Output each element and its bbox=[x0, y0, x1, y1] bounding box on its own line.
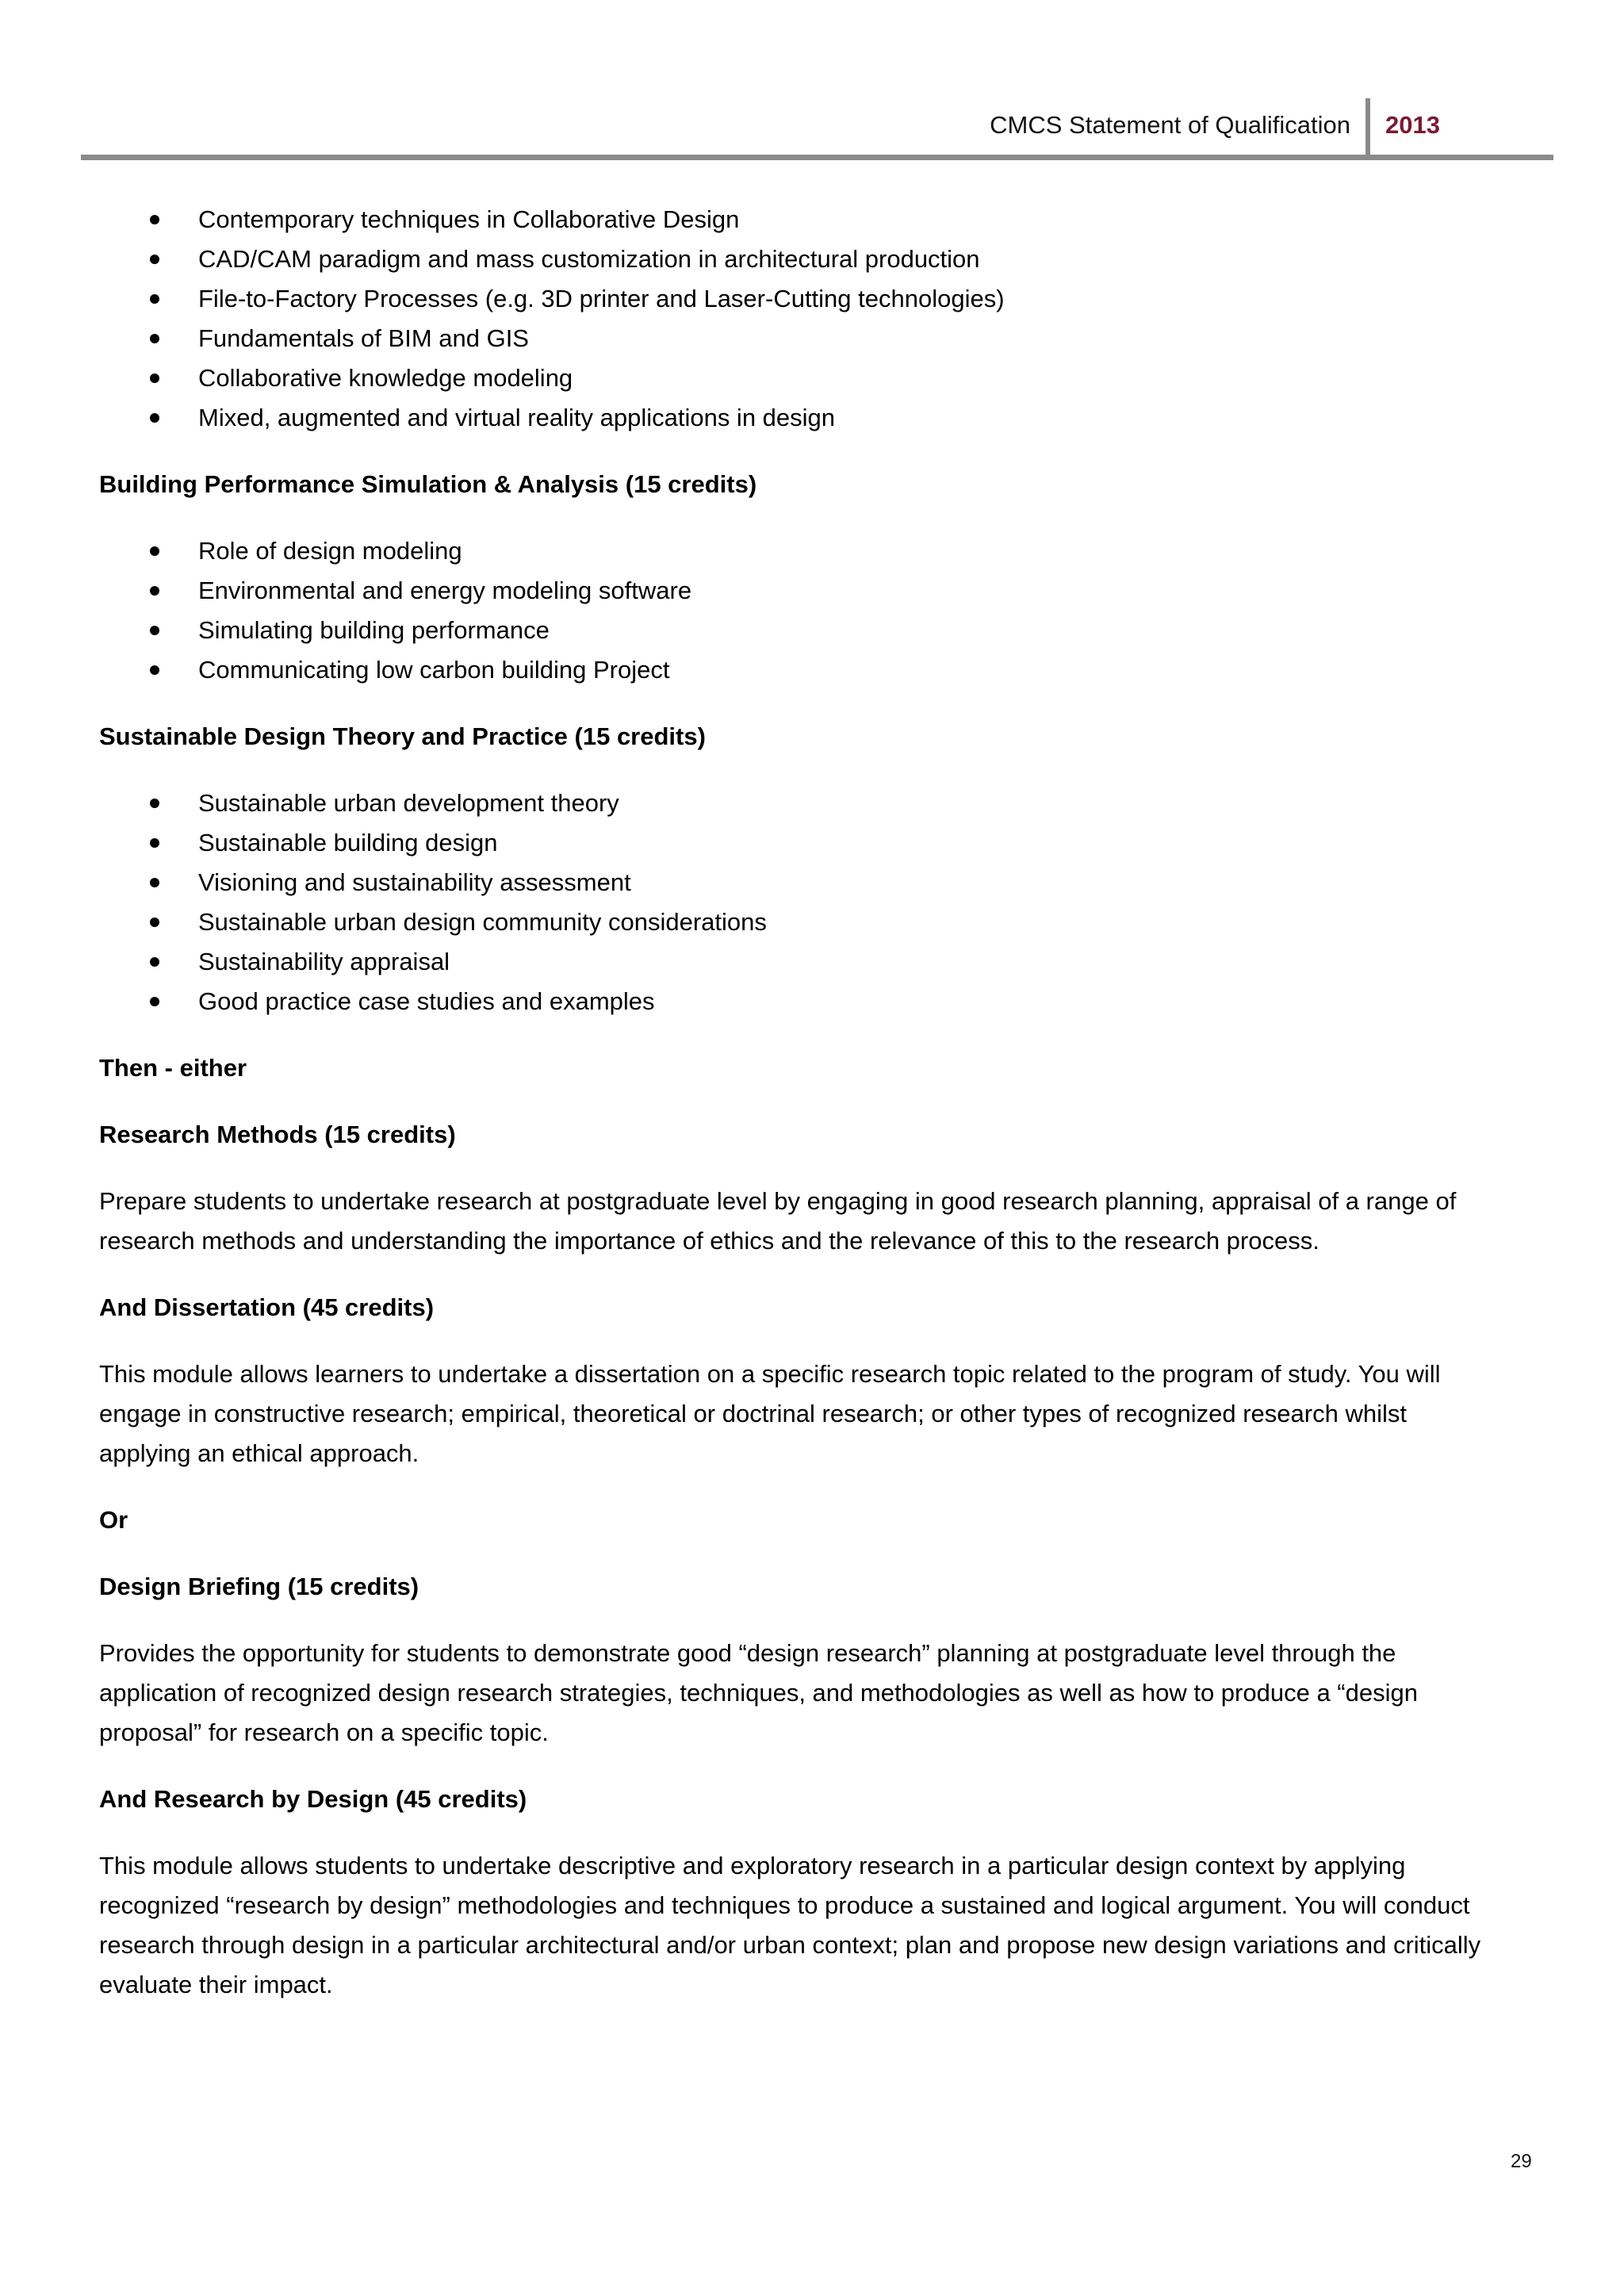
section-heading-bpsa: Building Performance Simulation & Analysis (15 credits) bbox=[99, 470, 757, 498]
list-item bbox=[99, 398, 1550, 438]
list-item-text: Environmental and energy modeling software bbox=[198, 577, 692, 604]
list-item bbox=[99, 823, 1550, 863]
list-item bbox=[99, 200, 1550, 239]
list-item bbox=[99, 982, 1550, 1021]
paragraph-line: This module allows students to undertake descriptive and exploratory research in a particular design context by applying bbox=[99, 1852, 1406, 1879]
list-item bbox=[99, 279, 1550, 319]
paragraph-line: Prepare students to undertake research at postgraduate level by engaging in good research planning, appraisal of a range of bbox=[99, 1187, 1457, 1215]
section-heading-sdtp: Sustainable Design Theory and Practice (15 credits) bbox=[99, 722, 706, 750]
paragraph-line: application of recognized design research strategies, techniques, and methodologies as well as how to produce a “design bbox=[99, 1679, 1418, 1707]
list-item bbox=[99, 942, 1550, 982]
section-heading-dissertation: And Dissertation (45 credits) bbox=[99, 1293, 435, 1321]
list-item bbox=[99, 531, 1550, 571]
paragraph-line: research through design in a particular architectural and/or urban context; plan and propose new design variations and critically bbox=[99, 1931, 1481, 1959]
list-item-text: Visioning and sustainability assessment bbox=[198, 868, 631, 896]
list-item-text: Collaborative knowledge modeling bbox=[198, 364, 573, 392]
bullet-icon bbox=[150, 374, 159, 383]
bullet-icon bbox=[150, 586, 159, 596]
list-item-text: File-to-Factory Processes (e.g. 3D printer and Laser-Cutting technologies) bbox=[198, 285, 1005, 312]
running-header-title: CMCS Statement of Qualification bbox=[990, 111, 1350, 139]
design-briefing-paragraph bbox=[99, 1634, 1550, 1753]
dissertation-paragraph bbox=[99, 1354, 1550, 1473]
paragraph-line: evaluate their impact. bbox=[99, 1971, 333, 1998]
running-header-year: 2013 bbox=[1385, 111, 1440, 139]
bullet-icon bbox=[150, 799, 159, 808]
bullet-icon bbox=[150, 294, 159, 304]
list-item-text: Fundamentals of BIM and GIS bbox=[198, 324, 529, 352]
sdtp-list bbox=[99, 784, 1550, 1021]
paragraph-line: proposal” for research on a specific topic. bbox=[99, 1718, 549, 1746]
list-item bbox=[99, 319, 1550, 358]
paragraph-line: research methods and understanding the importance of ethics and the relevance of this to the research process. bbox=[99, 1227, 1320, 1255]
bullet-icon bbox=[150, 918, 159, 927]
bullet-icon bbox=[150, 215, 159, 224]
paragraph-line: engage in constructive research; empirical, theoretical or doctrinal research; or other types of recognized research whilst bbox=[99, 1400, 1407, 1427]
bullet-icon bbox=[150, 997, 159, 1006]
list-item bbox=[99, 611, 1550, 650]
paragraph-line: This module allows learners to undertake a dissertation on a specific research topic related to the program of study. You will bbox=[99, 1360, 1441, 1388]
list-item-text: Sustainable urban design community considerations bbox=[198, 908, 767, 936]
list-item bbox=[99, 571, 1550, 611]
list-item-text: CAD/CAM paradigm and mass customization in architectural production bbox=[198, 245, 980, 273]
bullet-icon bbox=[150, 957, 159, 967]
list-item-text: Contemporary techniques in Collaborative Design bbox=[198, 205, 740, 233]
list-item-text: Simulating building performance bbox=[198, 616, 550, 644]
paragraph-line: applying an ethical approach. bbox=[99, 1439, 419, 1467]
paragraph-line: recognized “research by design” methodologies and techniques to produce a sustained and logical argument. You will conduct bbox=[99, 1891, 1470, 1919]
list-item-text: Sustainable urban development theory bbox=[198, 789, 619, 817]
list-item bbox=[99, 784, 1550, 823]
bullet-icon bbox=[150, 878, 159, 887]
list-item-text: Mixed, augmented and virtual reality applications in design bbox=[198, 404, 836, 431]
bullet-icon bbox=[150, 546, 159, 556]
header-rule bbox=[81, 155, 1553, 160]
research-methods-paragraph bbox=[99, 1182, 1550, 1261]
bullet-icon bbox=[150, 413, 159, 423]
bullet-icon bbox=[150, 665, 159, 675]
bullet-icon bbox=[150, 838, 159, 848]
or-heading: Or bbox=[99, 1506, 128, 1534]
page-content bbox=[99, 200, 1550, 2005]
research-by-design-paragraph bbox=[99, 1846, 1550, 2005]
list-item-text: Sustainability appraisal bbox=[198, 948, 450, 975]
header-divider bbox=[1365, 98, 1370, 159]
list-item bbox=[99, 650, 1550, 690]
then-either-heading: Then - either bbox=[99, 1054, 247, 1082]
page-number: 29 bbox=[1511, 2151, 1532, 2172]
bullet-icon bbox=[150, 255, 159, 264]
bullet-icon bbox=[150, 626, 159, 635]
list-item-text: Role of design modeling bbox=[198, 537, 462, 565]
section-heading-research-by-design: And Research by Design (45 credits) bbox=[99, 1785, 527, 1813]
list-item bbox=[99, 863, 1550, 902]
list-item bbox=[99, 358, 1550, 398]
section-heading-design-briefing: Design Briefing (15 credits) bbox=[99, 1573, 419, 1600]
list-item bbox=[99, 902, 1550, 942]
bpsa-list bbox=[99, 531, 1550, 690]
bullet-icon bbox=[150, 334, 159, 343]
topic-list bbox=[99, 200, 1550, 438]
list-item-text: Sustainable building design bbox=[198, 829, 498, 856]
list-item-text: Communicating low carbon building Project bbox=[198, 656, 670, 684]
list-item-text: Good practice case studies and examples bbox=[198, 987, 655, 1015]
section-heading-research-methods: Research Methods (15 credits) bbox=[99, 1121, 456, 1148]
paragraph-line: Provides the opportunity for students to demonstrate good “design research” planning at postgraduate level through the bbox=[99, 1639, 1396, 1667]
list-item bbox=[99, 239, 1550, 279]
